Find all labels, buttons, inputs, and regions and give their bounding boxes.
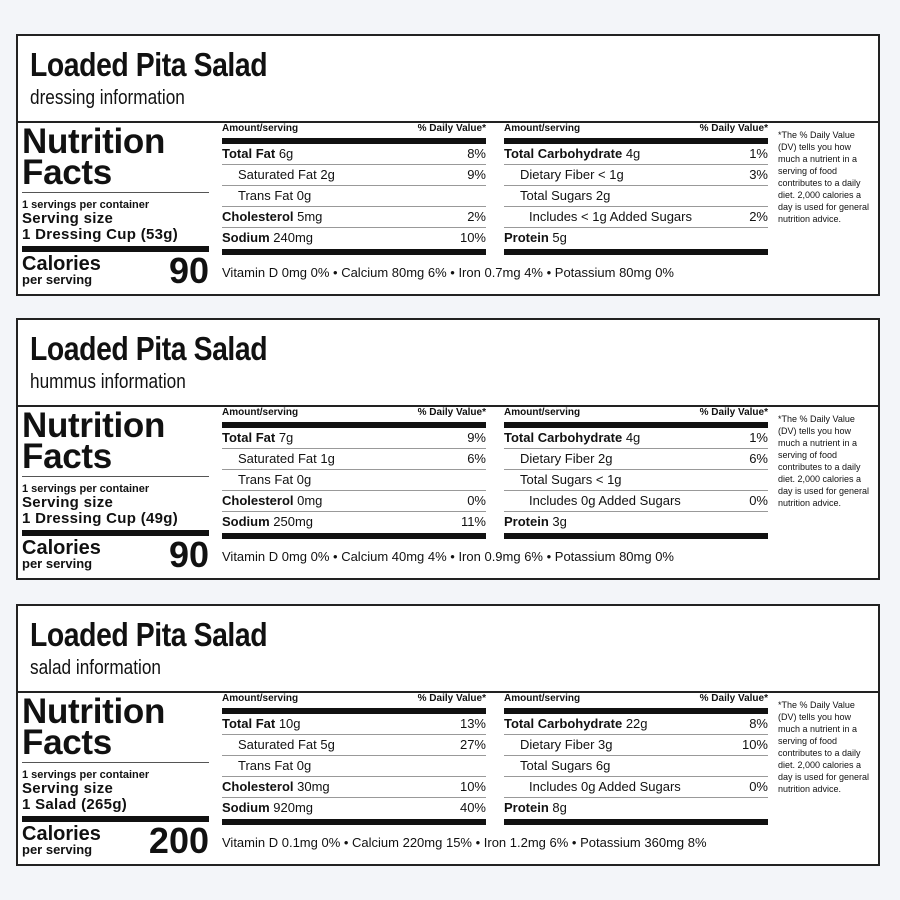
nutrient-amount: 3g	[594, 737, 613, 752]
nutrient-name: Cholesterol	[222, 493, 294, 508]
serving-size-value: 1 Dressing Cup (53g)	[22, 226, 179, 243]
nutrient-row	[222, 186, 486, 207]
daily-value-percent: 3%	[749, 167, 768, 182]
nutrient-amount: 6g	[275, 146, 294, 161]
nutrient-name: Protein	[504, 230, 549, 245]
nutrient-row	[222, 735, 486, 756]
daily-value-percent: 10%	[741, 737, 768, 752]
daily-value-footnote: *The % Daily Value (DV) tells you how much a nutrient in a serving of food contributes to a daily diet. 2,000 calories a day is used for general nutrition advice.	[778, 414, 870, 508]
nutrient-row	[222, 144, 486, 165]
nutrient-rows	[222, 144, 486, 248]
nutrient-amount: 6g	[592, 758, 611, 773]
nutrient-label	[222, 737, 335, 752]
nutrients-column-right	[504, 407, 768, 539]
nutrient-label	[222, 716, 301, 731]
nutrient-name: Includes 0g Added Sugars	[529, 493, 681, 508]
nutrient-label	[504, 716, 648, 731]
nutrient-label	[504, 451, 613, 466]
nutrition-facts-label	[18, 123, 878, 295]
nutrients-column-left	[222, 407, 486, 539]
heading-line-1: Nutrition	[22, 406, 166, 445]
nutrient-amount: 5g	[548, 230, 567, 245]
daily-value-percent: 6%	[467, 451, 486, 466]
panel-title: Loaded Pita Salad	[30, 46, 268, 83]
nutrient-row	[504, 428, 768, 449]
amount-serving-header: Amount/serving	[504, 407, 581, 418]
nutrient-row	[222, 777, 486, 798]
nutrient-label	[504, 209, 692, 224]
facts-summary	[22, 123, 209, 290]
nutrient-amount: 2g	[316, 167, 335, 182]
nutrient-rows	[222, 714, 486, 818]
nutrient-row	[222, 798, 486, 818]
column-header	[222, 407, 486, 421]
nutrient-amount: < 1g	[594, 167, 624, 182]
divider	[22, 192, 209, 193]
nutrient-amount: 0g	[293, 188, 312, 203]
nutrient-name: Includes 0g Added Sugars	[529, 779, 681, 794]
nutrient-row	[504, 491, 768, 512]
column-header	[222, 123, 486, 137]
nutrient-amount: 0g	[293, 758, 312, 773]
nutrition-facts-label	[18, 693, 878, 865]
daily-value-header: % Daily Value*	[417, 693, 486, 704]
nutrient-label	[222, 779, 330, 794]
nutrient-amount: 5g	[316, 737, 335, 752]
thick-divider	[504, 249, 768, 255]
nutrient-amount: 920mg	[269, 800, 314, 815]
thick-divider	[222, 249, 486, 255]
nutrient-amount: 4g	[622, 146, 641, 161]
heading-line-2: Facts	[22, 437, 112, 476]
nutrient-row	[504, 228, 768, 248]
thick-divider	[222, 533, 486, 539]
vitamins-minerals-line: Vitamin D 0.1mg 0% • Calcium 220mg 15% • Iron 1.2mg 6% • Potassium 360mg 8%	[222, 835, 707, 850]
nutrient-amount: 250mg	[269, 514, 314, 529]
nutrient-name: Total Carbohydrate	[504, 146, 623, 161]
per-serving-label: per serving	[22, 556, 93, 571]
nutrients-column-left	[222, 123, 486, 255]
panel-header	[18, 320, 878, 407]
nutrient-label	[504, 779, 681, 794]
serving-size-label: Serving size	[22, 210, 114, 227]
daily-value-percent: 2%	[749, 209, 768, 224]
nutrient-name: Total Carbohydrate	[504, 430, 623, 445]
daily-value-header: % Daily Value*	[417, 123, 486, 134]
nutrient-row	[504, 449, 768, 470]
nutrient-row	[504, 714, 768, 735]
panel-subtitle: salad information	[30, 657, 161, 679]
nutrient-row	[222, 714, 486, 735]
thick-divider	[504, 533, 768, 539]
nutrient-name: Sodium	[222, 230, 270, 245]
nutrition-facts-heading	[22, 692, 209, 762]
heading-line-2: Facts	[22, 723, 112, 762]
column-header	[504, 407, 768, 421]
nutrient-amount: 240mg	[269, 230, 314, 245]
nutrient-row	[504, 756, 768, 777]
nutrient-amount: 30mg	[293, 779, 330, 794]
heading-line-1: Nutrition	[22, 692, 166, 731]
nutrient-label	[222, 188, 311, 203]
facts-summary	[22, 693, 209, 860]
nutrient-label	[504, 146, 640, 161]
panel-subtitle: dressing information	[30, 87, 185, 109]
per-serving-label: per serving	[22, 272, 93, 287]
nutrient-row	[504, 165, 768, 186]
nutrient-name: Trans Fat	[238, 472, 294, 487]
daily-value-percent: 13%	[459, 716, 486, 731]
nutrient-name: Sodium	[222, 800, 270, 815]
nutrients-column-right	[504, 693, 768, 825]
nutrient-name: Protein	[504, 800, 549, 815]
nutrient-row	[222, 512, 486, 532]
calories-row	[22, 536, 209, 574]
nutrient-label	[222, 430, 293, 445]
panel-title: Loaded Pita Salad	[30, 616, 268, 653]
nutrient-rows	[504, 144, 768, 248]
servings-per-container: 1 servings per container	[22, 483, 150, 495]
nutrient-row	[504, 777, 768, 798]
nutrient-row	[504, 798, 768, 818]
panel-subtitle: hummus information	[30, 371, 186, 393]
nutrient-name: Trans Fat	[238, 188, 294, 203]
nutrient-label	[504, 430, 640, 445]
nutrient-label	[504, 514, 567, 529]
serving-size-label: Serving size	[22, 780, 114, 797]
nutrient-row	[222, 470, 486, 491]
vitamins-minerals-line: Vitamin D 0mg 0% • Calcium 40mg 4% • Iron 0.9mg 6% • Potassium 80mg 0%	[222, 549, 674, 564]
nutrient-name: Total Sugars	[520, 758, 593, 773]
vitamins-minerals-line: Vitamin D 0mg 0% • Calcium 80mg 6% • Iron 0.7mg 4% • Potassium 80mg 0%	[222, 265, 674, 280]
nutrition-facts-heading	[22, 122, 209, 192]
nutrient-name: Saturated Fat	[238, 451, 317, 466]
nutrient-amount: 2g	[592, 188, 611, 203]
nutrient-label	[504, 493, 681, 508]
daily-value-percent: 8%	[749, 716, 768, 731]
daily-value-percent: 10%	[459, 779, 486, 794]
nutrient-name: Saturated Fat	[238, 737, 317, 752]
nutrient-row	[504, 512, 768, 532]
nutrient-label	[222, 209, 322, 224]
amount-serving-header: Amount/serving	[222, 123, 299, 134]
nutrient-name: Dietary Fiber	[520, 167, 595, 182]
serving-size-label: Serving size	[22, 494, 114, 511]
nutrients-column-right	[504, 123, 768, 255]
nutrition-panel	[16, 34, 880, 296]
thick-divider	[504, 819, 768, 825]
daily-value-percent: 0%	[467, 493, 486, 508]
calories-row	[22, 822, 209, 860]
daily-value-percent: 9%	[467, 167, 486, 182]
nutrient-amount: 22g	[622, 716, 648, 731]
nutrient-rows	[504, 428, 768, 532]
nutrient-row	[222, 491, 486, 512]
nutrient-row	[222, 165, 486, 186]
servings-per-container: 1 servings per container	[22, 769, 150, 781]
daily-value-percent: 6%	[749, 451, 768, 466]
per-serving-label: per serving	[22, 842, 93, 857]
nutrient-label	[222, 514, 313, 529]
column-header	[504, 123, 768, 137]
nutrient-name: Total Fat	[222, 430, 276, 445]
nutrient-amount: 4g	[622, 430, 641, 445]
thick-divider	[222, 819, 486, 825]
servings-per-container: 1 servings per container	[22, 199, 150, 211]
nutrient-row	[222, 207, 486, 228]
amount-serving-header: Amount/serving	[504, 123, 581, 134]
nutrient-label	[504, 230, 567, 245]
nutrient-name: Dietary Fiber	[520, 737, 595, 752]
nutrition-panel	[16, 604, 880, 866]
nutrient-name: Total Fat	[222, 146, 276, 161]
calories-value: 90	[168, 250, 209, 291]
nutrient-row	[504, 186, 768, 207]
nutrient-label	[504, 472, 622, 487]
amount-serving-header: Amount/serving	[222, 407, 299, 418]
nutrient-label	[504, 758, 610, 773]
calories-value: 200	[148, 820, 209, 861]
nutrient-amount: 0mg	[293, 493, 323, 508]
calories-label: Calories	[22, 537, 101, 559]
nutrient-name: Sodium	[222, 514, 270, 529]
nutrition-facts-label	[18, 407, 878, 579]
daily-value-percent: 9%	[467, 430, 486, 445]
facts-summary	[22, 407, 209, 574]
nutrient-name: Total Fat	[222, 716, 276, 731]
nutrient-row	[504, 144, 768, 165]
nutrient-row	[504, 735, 768, 756]
nutrient-label	[222, 146, 293, 161]
nutrient-label	[222, 758, 311, 773]
daily-value-percent: 27%	[459, 737, 486, 752]
nutrient-amount: 5mg	[293, 209, 323, 224]
calories-value: 90	[168, 534, 209, 575]
nutrition-facts-heading	[22, 406, 209, 476]
nutrient-name: Dietary Fiber	[520, 451, 595, 466]
daily-value-percent: 0%	[749, 493, 768, 508]
nutrient-label	[504, 167, 624, 182]
nutrient-amount: < 1g	[592, 472, 622, 487]
nutrient-label	[504, 800, 567, 815]
nutrient-name: Total Sugars	[520, 472, 593, 487]
panel-header	[18, 36, 878, 123]
nutrition-panel	[16, 318, 880, 580]
nutrient-label	[222, 472, 311, 487]
daily-value-header: % Daily Value*	[699, 123, 768, 134]
daily-value-footnote: *The % Daily Value (DV) tells you how much a nutrient in a serving of food contributes to a daily diet. 2,000 calories a day is used for general nutrition advice.	[778, 700, 870, 794]
divider	[22, 476, 209, 477]
heading-line-2: Facts	[22, 153, 112, 192]
nutrient-row	[222, 449, 486, 470]
nutrient-name: Total Sugars	[520, 188, 593, 203]
calories-row	[22, 252, 209, 290]
daily-value-header: % Daily Value*	[699, 407, 768, 418]
nutrients-column-left	[222, 693, 486, 825]
nutrient-amount: 7g	[275, 430, 294, 445]
panel-header	[18, 606, 878, 693]
calories-label: Calories	[22, 253, 101, 275]
nutrient-row	[504, 207, 768, 228]
daily-value-footnote: *The % Daily Value (DV) tells you how much a nutrient in a serving of food contributes to a daily diet. 2,000 calories a day is used for general nutrition advice.	[778, 130, 870, 224]
nutrient-name: Cholesterol	[222, 209, 294, 224]
heading-line-1: Nutrition	[22, 122, 166, 161]
column-header	[222, 693, 486, 707]
daily-value-percent: 1%	[749, 430, 768, 445]
daily-value-percent: 1%	[749, 146, 768, 161]
nutrient-rows	[222, 428, 486, 532]
nutrient-label	[222, 230, 313, 245]
divider	[22, 762, 209, 763]
nutrient-amount: 10g	[275, 716, 301, 731]
nutrient-amount: 1g	[316, 451, 335, 466]
calories-label: Calories	[22, 823, 101, 845]
nutrient-label	[504, 188, 610, 203]
nutrient-amount: 3g	[548, 514, 567, 529]
column-header	[504, 693, 768, 707]
nutrient-name: Saturated Fat	[238, 167, 317, 182]
daily-value-percent: 10%	[459, 230, 486, 245]
serving-size-value: 1 Salad (265g)	[22, 796, 128, 813]
amount-serving-header: Amount/serving	[504, 693, 581, 704]
daily-value-percent: 2%	[467, 209, 486, 224]
panel-title: Loaded Pita Salad	[30, 330, 268, 367]
nutrient-name: Total Carbohydrate	[504, 716, 623, 731]
nutrient-amount: 8g	[548, 800, 567, 815]
nutrient-label	[222, 493, 322, 508]
nutrient-row	[222, 428, 486, 449]
daily-value-header: % Daily Value*	[417, 407, 486, 418]
serving-size-value: 1 Dressing Cup (49g)	[22, 510, 179, 527]
nutrient-row	[222, 756, 486, 777]
daily-value-header: % Daily Value*	[699, 693, 768, 704]
nutrient-label	[222, 167, 335, 182]
nutrient-amount: 0g	[293, 472, 312, 487]
amount-serving-header: Amount/serving	[222, 693, 299, 704]
daily-value-percent: 11%	[460, 514, 486, 529]
nutrient-name: Includes < 1g Added Sugars	[529, 209, 692, 224]
nutrient-rows	[504, 714, 768, 818]
daily-value-percent: 40%	[459, 800, 486, 815]
daily-value-percent: 8%	[467, 146, 486, 161]
nutrient-label	[222, 800, 313, 815]
nutrient-name: Cholesterol	[222, 779, 294, 794]
nutrient-name: Trans Fat	[238, 758, 294, 773]
nutrient-row	[504, 470, 768, 491]
nutrient-label	[222, 451, 335, 466]
daily-value-percent: 0%	[749, 779, 768, 794]
nutrient-label	[504, 737, 613, 752]
nutrient-row	[222, 228, 486, 248]
nutrient-amount: 2g	[594, 451, 613, 466]
nutrient-name: Protein	[504, 514, 549, 529]
